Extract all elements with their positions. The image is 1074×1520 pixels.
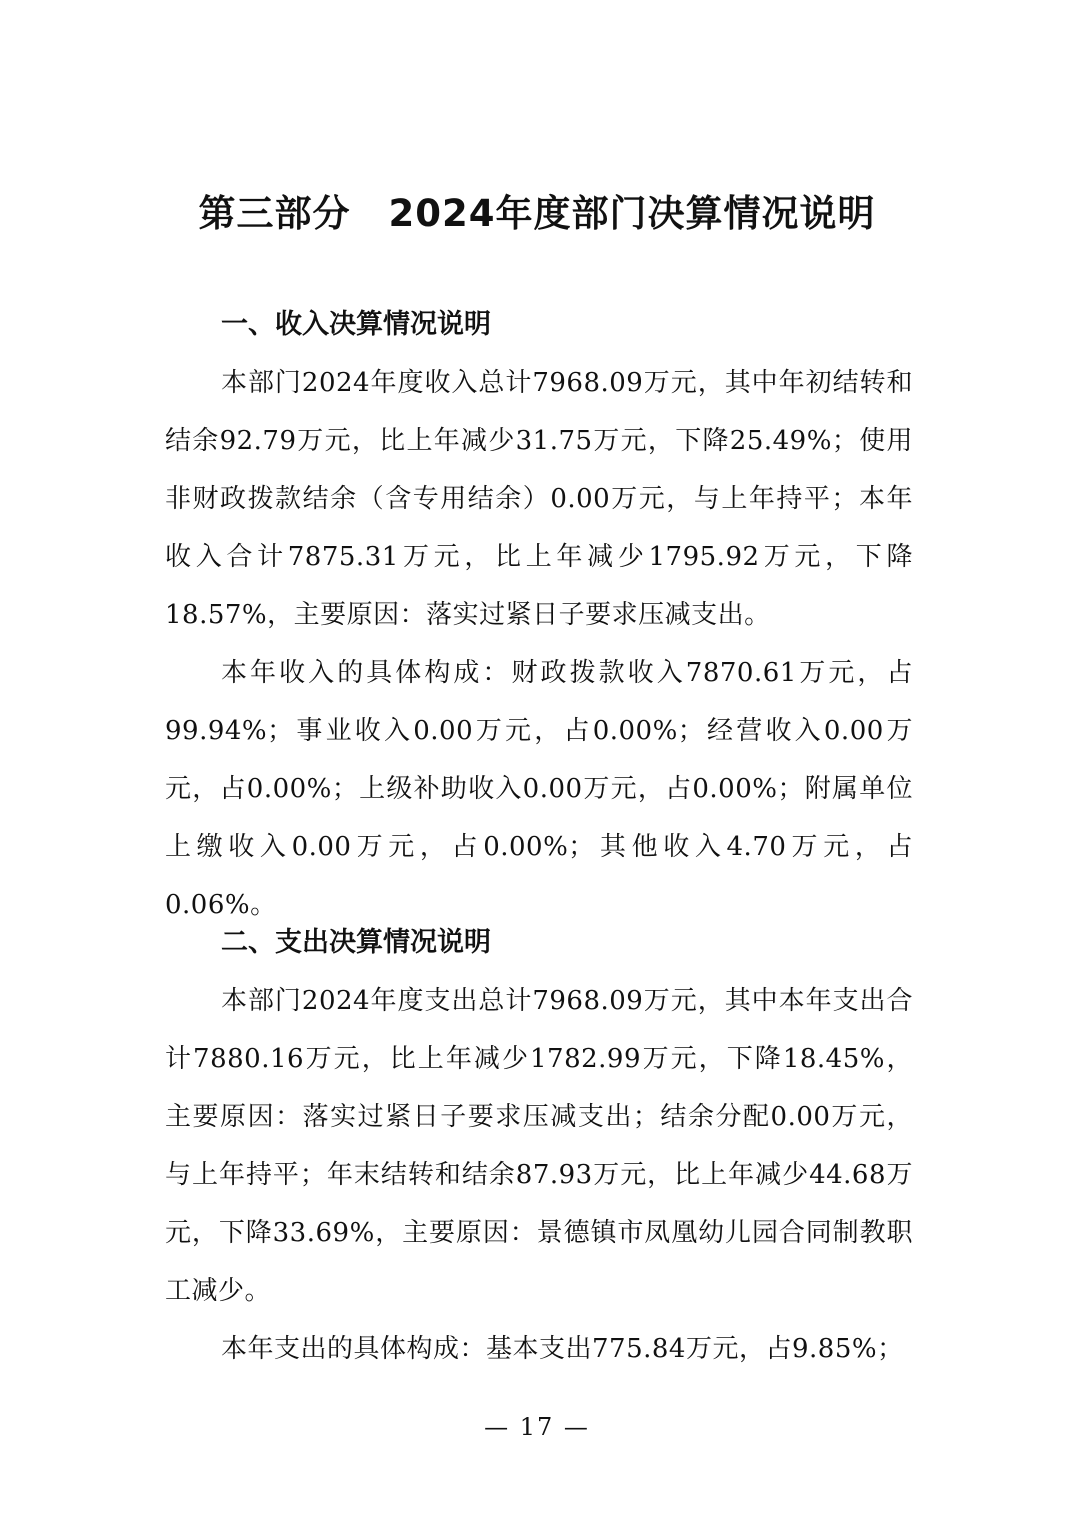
section-income (165, 296, 913, 934)
paragraph: 本部门2024年度收入总计7968.09万元，其中年初结转和结余92.79万元，比上年减少31.75万元，下降25.49%；使用非财政拨款结余（含专用结余）0.00万元，与上年持平；本年收入合计7875.31万元，比上年减少1795.92万元，下降18.57%，主要原因：落实过紧日子要求压减支出。 (165, 368, 913, 630)
paragraph: 本年支出的具体构成：基本支出775.84万元，占9.85%； (221, 1334, 904, 1364)
paragraph: 本年收入的具体构成：财政拨款收入7870.61万元，占99.94%；事业收入0.00万元，占0.00%；经营收入0.00万元，占0.00%；上级补助收入0.00万元，占0.00%；附属单位上缴收入0.00万元，占0.00%；其他收入4.70万元，占0.06%。 (165, 658, 913, 920)
section-heading: 二、支出决算情况说明 (221, 927, 491, 958)
paragraph: 本部门2024年度支出总计7968.09万元，其中本年支出合计7880.16万元，比上年减少1782.99万元，下降18.45%，主要原因：落实过紧日子要求压减支出；结余分配0.00万元，与上年持平；年末结转和结余87.93万元，比上年减少44.68万元，下降33.69%，主要原因：景德镇市凤凰幼儿园合同制教职工减少。 (165, 986, 913, 1306)
section-heading: 一、收入决算情况说明 (221, 309, 491, 340)
page-title: 第三部分 2024年度部门决算情况说明 (198, 192, 876, 235)
section-expenditure (165, 914, 913, 1378)
page-number: — 17 — (484, 1413, 590, 1441)
